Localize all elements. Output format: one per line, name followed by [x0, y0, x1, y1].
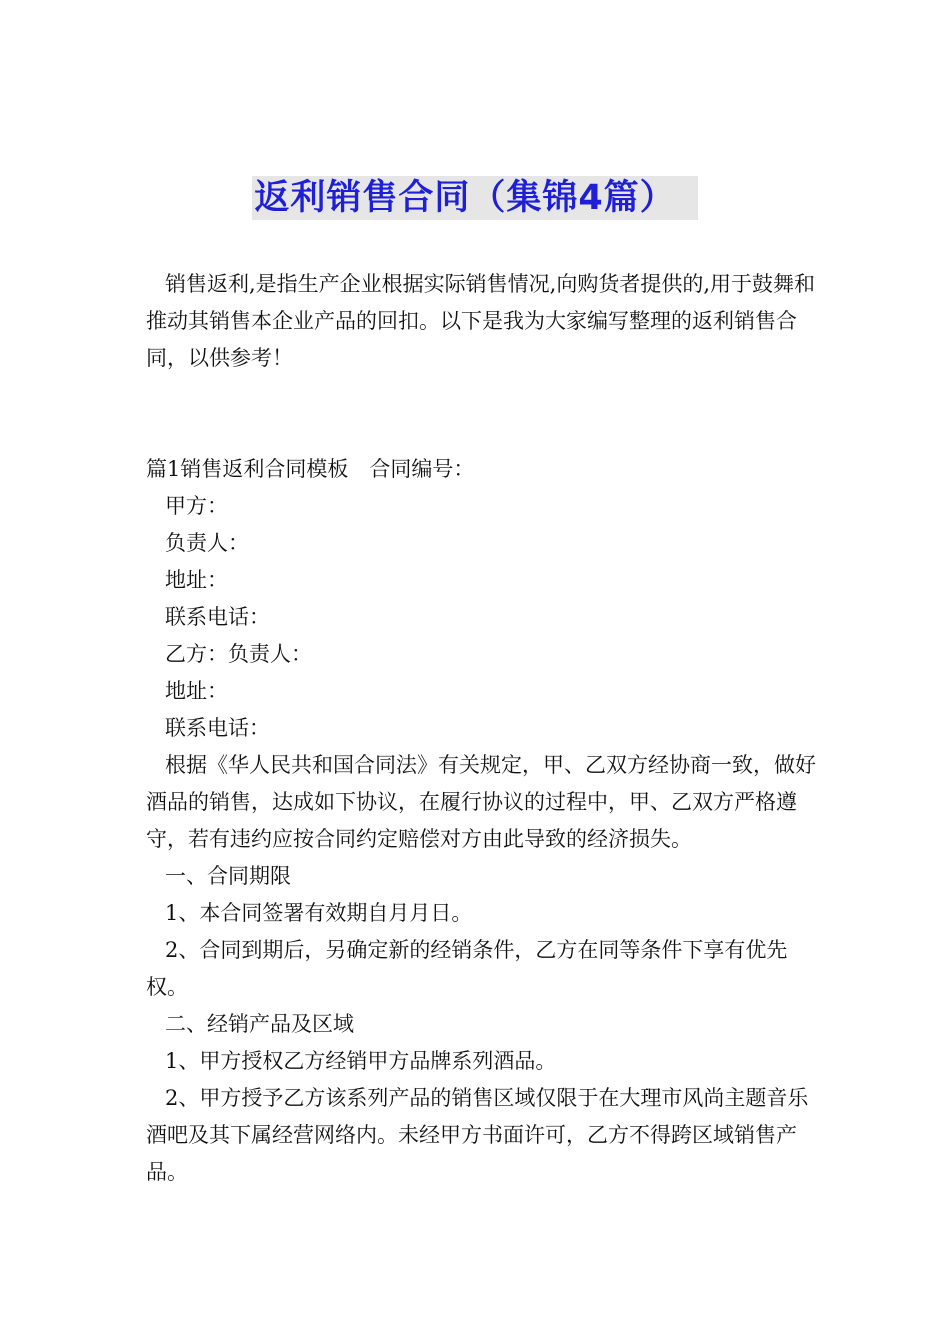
preamble-paragraph: 根据《华人民共和国合同法》有关规定，甲、乙双方经协商一致，做好酒品的销售，达成如下协议，在履行协议的过程中，甲、乙双方严格遵守，若有违约应按合同约定赔偿对方由此导致的经济损失。 — [146, 753, 816, 851]
clause2-heading: 二、经销产品及区域 — [165, 1012, 354, 1036]
clause2-item2: 2、甲方授予乙方该系列产品的销售区域仅限于在大理市风尚主题音乐酒吧及其下属经营网络内。未经甲方书面许可，乙方不得跨区域销售产品。 — [146, 1086, 809, 1184]
party-a-phone-line: 联系电话： — [165, 605, 270, 629]
party-b-phone-line: 联系电话： — [165, 716, 270, 740]
section-heading: 篇1销售返利合同模板 合同编号： — [146, 457, 475, 481]
clause2-item1: 1、甲方授权乙方经销甲方品牌系列酒品。 — [165, 1049, 557, 1073]
party-a-address-line: 地址： — [165, 568, 228, 592]
clause1-item1: 1、本合同签署有效期自月月日。 — [165, 901, 473, 925]
party-b-line: 乙方：负责人： — [165, 642, 312, 666]
party-a-line: 甲方： — [165, 494, 228, 518]
party-a-person-line: 负责人： — [165, 531, 249, 555]
clause1-heading: 一、合同期限 — [165, 864, 291, 888]
title-container — [0, 176, 950, 220]
party-b-address-line: 地址： — [165, 679, 228, 703]
intro-paragraph: 销售返利,是指生产企业根据实际销售情况,向购货者提供的,用于鼓舞和推动其销售本企业产品的回扣。以下是我为大家编写整理的返利销售合同，以供参考！ — [146, 272, 816, 370]
document-title: 返利销售合同（集锦4篇） — [252, 176, 697, 220]
clause1-item2: 2、合同到期后，另确定新的经销条件，乙方在同等条件下享有优先权。 — [146, 938, 788, 999]
spacer — [146, 377, 818, 451]
document-body — [146, 266, 818, 1191]
